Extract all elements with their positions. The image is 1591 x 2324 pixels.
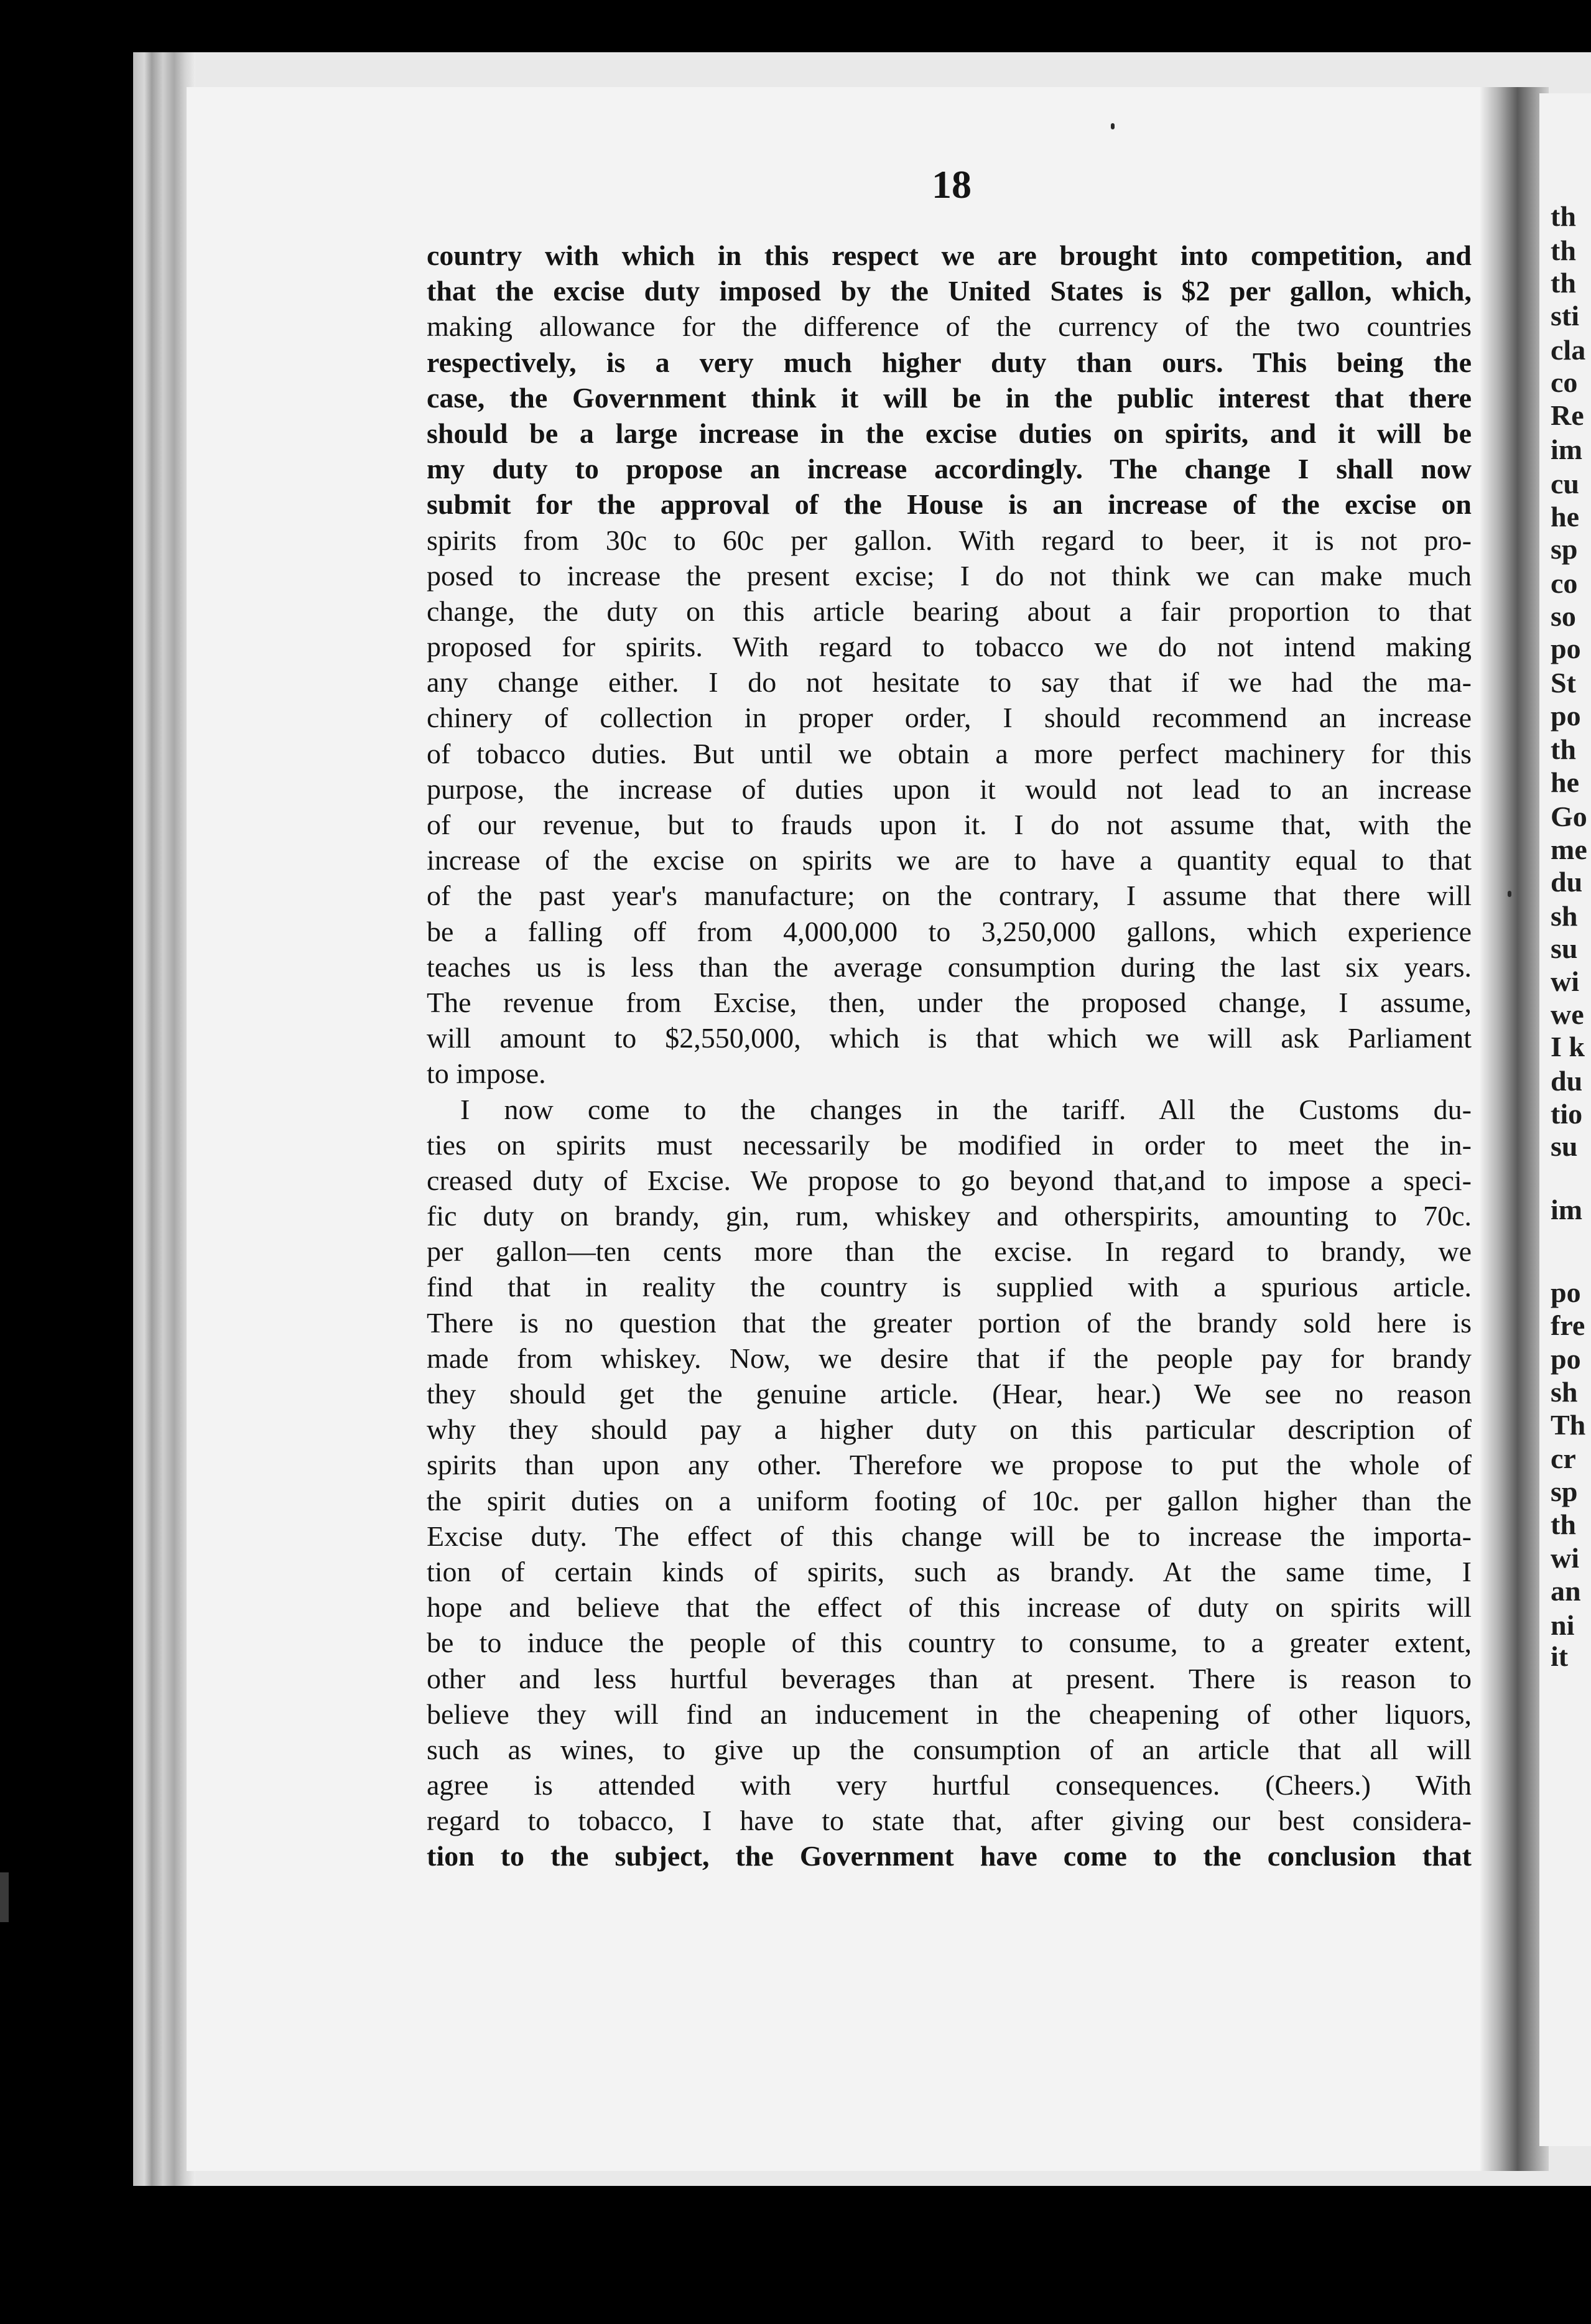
facing-page-fragment: po [1551,700,1581,732]
facing-page-fragment: po [1551,1276,1581,1308]
text-line: such as wines, to give up the consumption of an article that all will [427,1733,1472,1765]
text-line: country with which in this respect we are brought into competition, and [427,239,1472,271]
text-line: other and less hurtful beverages than at present. There is reason to [427,1662,1472,1694]
book-gutter [1480,87,1549,2171]
text-line: any change either. I do not hesitate to say that if we had the ma- [427,666,1472,699]
ink-speck [1508,891,1511,897]
text-line: to impose. [427,1057,546,1090]
text-line: that the excise duty imposed by the United States is $2 per gallon, which, [427,275,1472,307]
text-line: change, the duty on this article bearing about a fair proportion to that [427,595,1472,627]
text-line: case, the Government think it will be in the public interest that there [427,381,1472,414]
facing-page-fragment: Re [1551,399,1584,431]
body-text [427,238,1472,1874]
facing-page-fragment: so [1551,600,1576,632]
page-edge-shadow [133,52,195,2186]
facing-page-fragment: Go [1551,801,1587,832]
facing-page-fragment: th [1551,200,1576,232]
facing-page-fragment: cr [1551,1443,1576,1474]
text-line: creased duty of Excise. We propose to go beyond that,and to impose a speci- [427,1164,1472,1196]
facing-page-fragment: th [1551,1508,1576,1540]
facing-page-fragment: po [1551,1343,1581,1375]
text-line: made from whiskey. Now, we desire that if the people pay for brandy [427,1342,1472,1374]
facing-page-edge [1539,93,1591,2146]
facing-page-fragment: tio [1551,1098,1583,1130]
facing-page-fragment: wi [1551,1542,1579,1574]
text-line: teaches us is less than the average consumption during the last six years. [427,951,1472,983]
facing-page-fragment: th [1551,235,1576,266]
facing-page-fragment: an [1551,1575,1581,1607]
text-line: of the past year's manufacture; on the contrary, I assume that there will [427,880,1472,912]
facing-page-fragment: sp [1551,533,1578,565]
facing-page-fragment: su [1551,932,1578,964]
text-line: why they should pay a higher duty on this particular description of [427,1413,1472,1446]
text-line: spirits from 30c to 60c per gallon. With regard to beer, it is not pro- [427,524,1472,556]
text-line: Excise duty. The effect of this change will be to increase the importa- [427,1520,1472,1552]
text-line: tion to the subject, the Government have come to the conclusion that [427,1840,1472,1872]
facing-page-fragment: St [1551,667,1576,699]
facing-page-fragment: du [1551,866,1583,898]
text-line: fic duty on brandy, gin, rum, whiskey and otherspirits, amounting to 70c. [427,1200,1472,1232]
text-line: ties on spirits must necessarily be modified in order to meet the in- [427,1128,1472,1161]
text-line: they should get the genuine article. (Hear, hear.) We see no reason [427,1378,1472,1410]
facing-page-fragment: th [1551,267,1576,299]
facing-page-fragment: it [1551,1640,1569,1672]
text-line: of our revenue, but to frauds upon it. I do not assume that, with the [427,809,1472,840]
text-line: will amount to $2,550,000, which is that which we will ask Parliament [427,1022,1472,1054]
text-line: making allowance for the difference of the currency of the two countries [427,310,1472,343]
facing-page-fragment: he [1551,501,1579,532]
text-line: submit for the approval of the House is an increase of the excise on [427,488,1472,521]
facing-page-fragment: wi [1551,965,1579,997]
text-line: agree is attended with very hurtful consequences. (Cheers.) With [427,1769,1472,1801]
ink-speck [1111,123,1115,129]
text-line: tion of certain kinds of spirits, such as brandy. At the same time, I [427,1555,1472,1587]
facing-page-fragment: we [1551,998,1584,1030]
text-line: be to induce the people of this country to consume, to a greater extent, [427,1627,1472,1659]
facing-page-fragment: ni [1551,1609,1575,1641]
facing-page-fragment: cla [1551,334,1586,366]
scan-edge-artifact [0,1872,9,1922]
text-line: chinery of collection in proper order, I should recommend an increase [427,702,1472,734]
page-number: 18 [932,162,972,207]
text-line: should be a large increase in the excise duties on spirits, and it will be [427,417,1472,449]
text-line: hope and believe that the effect of this increase of duty on spirits will [427,1591,1472,1624]
facing-page-fragment: po [1551,633,1581,664]
text-line: believe they will find an inducement in the cheapening of other liquors, [427,1698,1472,1730]
facing-page-fragment: sti [1551,300,1579,332]
facing-page-fragment: he [1551,766,1579,798]
text-line: There is no question that the greater portion of the brandy sold here is [427,1306,1472,1339]
facing-page-fragment: co [1551,567,1578,599]
text-line: my duty to propose an increase accordingly. The change I shall now [427,453,1472,485]
facing-page-fragment: du [1551,1065,1583,1097]
text-line: find that in reality the country is supplied with a spurious article. [427,1271,1472,1303]
text-line: the spirit duties on a uniform footing of 10c. per gallon higher than the [427,1484,1472,1517]
facing-page-fragment: I k [1551,1031,1585,1062]
facing-page-fragment: sp [1551,1476,1578,1507]
facing-page-fragment: fre [1551,1309,1585,1341]
facing-page-fragment: im [1551,1194,1583,1225]
text-line: purpose, the increase of duties upon it would not lead to an increase [427,773,1472,805]
text-line: I now come to the changes in the tariff. All the Customs du- [460,1093,1472,1125]
facing-page-fragment: co [1551,366,1578,398]
text-line: be a falling off from 4,000,000 to 3,250,000 gallons, which experience [427,915,1472,947]
text-line: proposed for spirits. With regard to tobacco we do not intend making [427,631,1472,663]
facing-page-fragment: th [1551,733,1576,765]
facing-page-fragment: sh [1551,1376,1578,1408]
facing-page-fragment: cu [1551,468,1579,500]
facing-page-fragment: su [1551,1130,1578,1162]
facing-page-fragment: me [1551,834,1587,865]
text-line: The revenue from Excise, then, under the proposed change, I assume, [427,986,1472,1018]
text-line: spirits than upon any other. Therefore we propose to put the whole of [427,1449,1472,1481]
text-line: per gallon—ten cents more than the excise. In regard to brandy, we [427,1235,1472,1268]
facing-page-fragment: Th [1551,1409,1586,1441]
facing-page-fragment: im [1551,434,1583,465]
facing-page-fragment: sh [1551,900,1578,932]
text-line: regard to tobacco, I have to state that, after giving our best considera- [427,1805,1472,1837]
text-line: posed to increase the present excise; I do not think we can make much [427,559,1472,592]
text-line: respectively, is a very much higher duty than ours. This being the [427,346,1472,378]
text-line: increase of the excise on spirits we are to have a quantity equal to that [427,844,1472,876]
text-line: of tobacco duties. But until we obtain a more perfect machinery for this [427,737,1472,769]
